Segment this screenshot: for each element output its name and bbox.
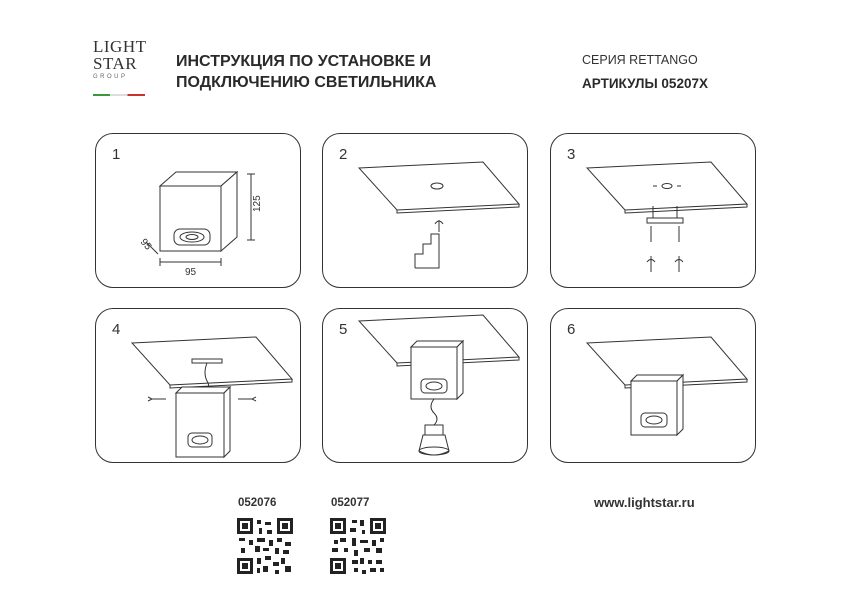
- step-5-panel: [322, 308, 528, 463]
- step-1-dimension-drawing: [96, 134, 302, 289]
- height-dimension-label: 125: [252, 195, 263, 212]
- step-2-number: 2: [339, 146, 348, 163]
- qr-code-052076[interactable]: [237, 518, 293, 574]
- width-dimension-label: 95: [185, 267, 197, 278]
- step-5-number: 5: [339, 321, 348, 338]
- title-line-1: ИНСТРУКЦИЯ ПО УСТАНОВКЕ И: [176, 53, 432, 70]
- series-label: СЕРИЯ RETTANGO: [582, 53, 698, 67]
- logo-flag-stripe: [93, 94, 145, 96]
- step-4-panel: [95, 308, 301, 463]
- article-code-052076: 052076: [238, 497, 277, 509]
- logo-line-3: GROUP: [93, 74, 128, 80]
- articles-label: АРТИКУЛЫ 05207X: [582, 76, 708, 91]
- article-code-052077: 052077: [331, 497, 370, 509]
- brand-logo: [93, 38, 145, 98]
- step-4-wiring-drawing: [96, 309, 302, 464]
- step-2-panel: [322, 133, 528, 288]
- step-2-ceiling-drill-drawing: [323, 134, 529, 289]
- step-3-mounting-bracket-drawing: [551, 134, 757, 289]
- step-3-number: 3: [567, 146, 576, 163]
- step-6-number: 6: [567, 321, 576, 338]
- title-line-2: ПОДКЛЮЧЕНИЮ СВЕТИЛЬНИКА: [176, 74, 437, 91]
- qr-code-052077[interactable]: [330, 518, 386, 574]
- step-1-number: 1: [112, 146, 121, 163]
- document-title: [176, 51, 436, 93]
- step-1-panel: [95, 133, 301, 288]
- step-5-lamp-insertion-drawing: [323, 309, 529, 464]
- step-6-panel: [550, 308, 756, 463]
- logo-line-2: STAR: [93, 54, 138, 73]
- logo-line-1: LIGHT: [93, 37, 147, 56]
- depth-dimension-label: 95: [137, 236, 154, 253]
- step-4-number: 4: [112, 321, 121, 338]
- step-6-installed-fixture-drawing: [551, 309, 757, 464]
- step-3-panel: [550, 133, 756, 288]
- website-link[interactable]: www.lightstar.ru: [594, 495, 695, 510]
